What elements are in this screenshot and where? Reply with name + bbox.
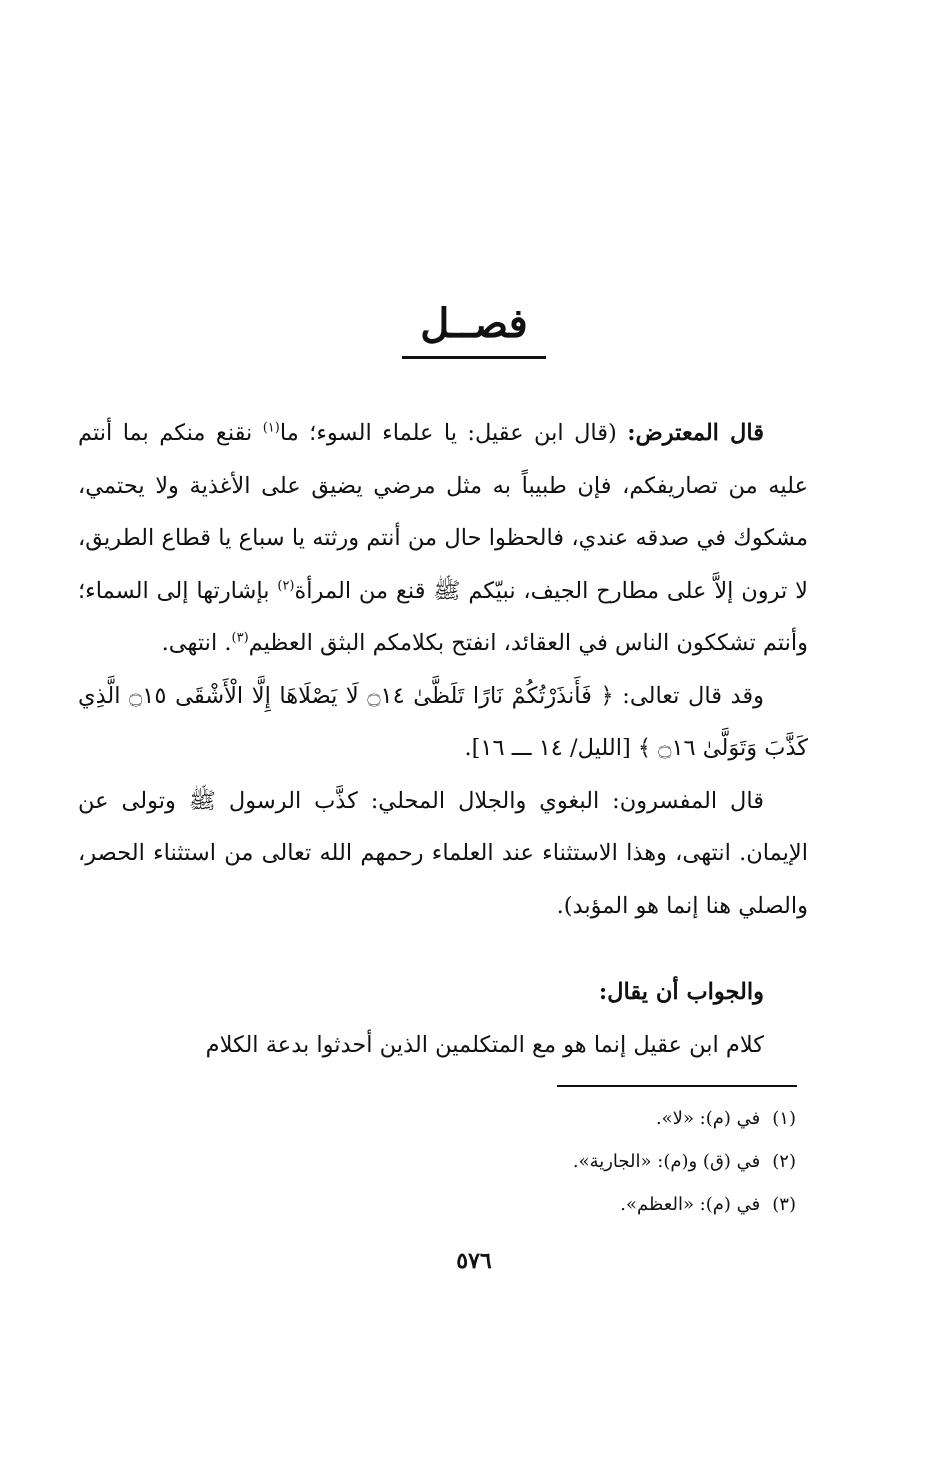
footnote-ref-3[interactable]: (٣) bbox=[231, 630, 249, 646]
footnote-text: في (م): «العظم». bbox=[620, 1194, 761, 1215]
footnote-2 bbox=[150, 1140, 796, 1183]
footnote-ref-2[interactable]: (٢) bbox=[277, 578, 295, 593]
objector-text-b: نقنع منكم بما أنتم عليه من تصاريفكم، فإن طبيباً به مثل مرضي يضيق على الأغذية ولا يحتمي، مشكوك في صدقه عندي، فالحظوا حال من أنتم ورثته يا سباع يا قطاع الطريق، لا ترون إلاَّ على مطارح الجيف، نبيّكم ﷺ قنع من المرأة bbox=[78, 420, 808, 604]
quran-verse: ﴿ فَأَنذَرْتُكُمْ نَارًا تَلَظَّىٰ ۝١٤ لَا يَصْلَاهَا إِلَّا الْأَشْقَى ۝١٥ الَّذِي كَذَّبَ وَتَوَلَّىٰ ۝١٦ ﴾ bbox=[78, 682, 808, 761]
footnote-number: (٢) bbox=[772, 1151, 796, 1172]
footnote-3 bbox=[150, 1183, 796, 1226]
footnote-text: في (ق) و(م): «الجارية». bbox=[572, 1151, 761, 1172]
paragraph-commentators bbox=[78, 775, 808, 933]
answer-text: كلام ابن عقيل إنما هو مع المتكلمين الذين أحدثوا بدعة الكلام bbox=[205, 1031, 764, 1058]
page-number: ٥٧٦ bbox=[456, 1248, 492, 1274]
paragraph-quran-citation bbox=[78, 670, 808, 775]
objector-text-a: (قال ابن عقيل: يا علماء السوء؛ ما bbox=[279, 420, 628, 446]
footnotes bbox=[150, 1097, 796, 1226]
quran-intro: وقد قال تعالى: bbox=[613, 682, 764, 709]
footnote-text: في (م): «لا». bbox=[655, 1108, 761, 1129]
objector-text-d: . انتهى. bbox=[161, 630, 232, 656]
main-text bbox=[78, 407, 808, 932]
footnote-number: (١) bbox=[772, 1108, 796, 1129]
footnote-divider bbox=[557, 1085, 797, 1087]
footnote-number: (٣) bbox=[772, 1194, 796, 1215]
section-heading-text: فصــل bbox=[402, 296, 546, 359]
objector-text-c: بإشارتها إلى السماء؛ وأنتم تشككون الناس في العقائد، انفتح بكلامكم البثق العظيم bbox=[78, 577, 808, 656]
answer-section bbox=[78, 966, 808, 1071]
commentators-text: قال المفسرون: البغوي والجلال المحلي: كذَّب الرسول ﷺ وتولى عن الإيمان. انتهى، وهذا الاستثناء عند العلماء رحمهم الله تعالى من استثناء الحصر، والصلي هنا إنما هو المؤبد). bbox=[78, 787, 808, 919]
answer-label: والجواب أن يقال: bbox=[598, 979, 764, 1005]
quran-reference: [الليل/ ١٤ ـــ ١٦]. bbox=[464, 735, 638, 761]
section-heading bbox=[0, 296, 948, 359]
footnote-ref-1[interactable]: (١) bbox=[262, 420, 280, 436]
footnote-1 bbox=[150, 1097, 796, 1140]
objector-label: قال المعترض: bbox=[627, 420, 764, 446]
paragraph-objector bbox=[78, 407, 808, 670]
